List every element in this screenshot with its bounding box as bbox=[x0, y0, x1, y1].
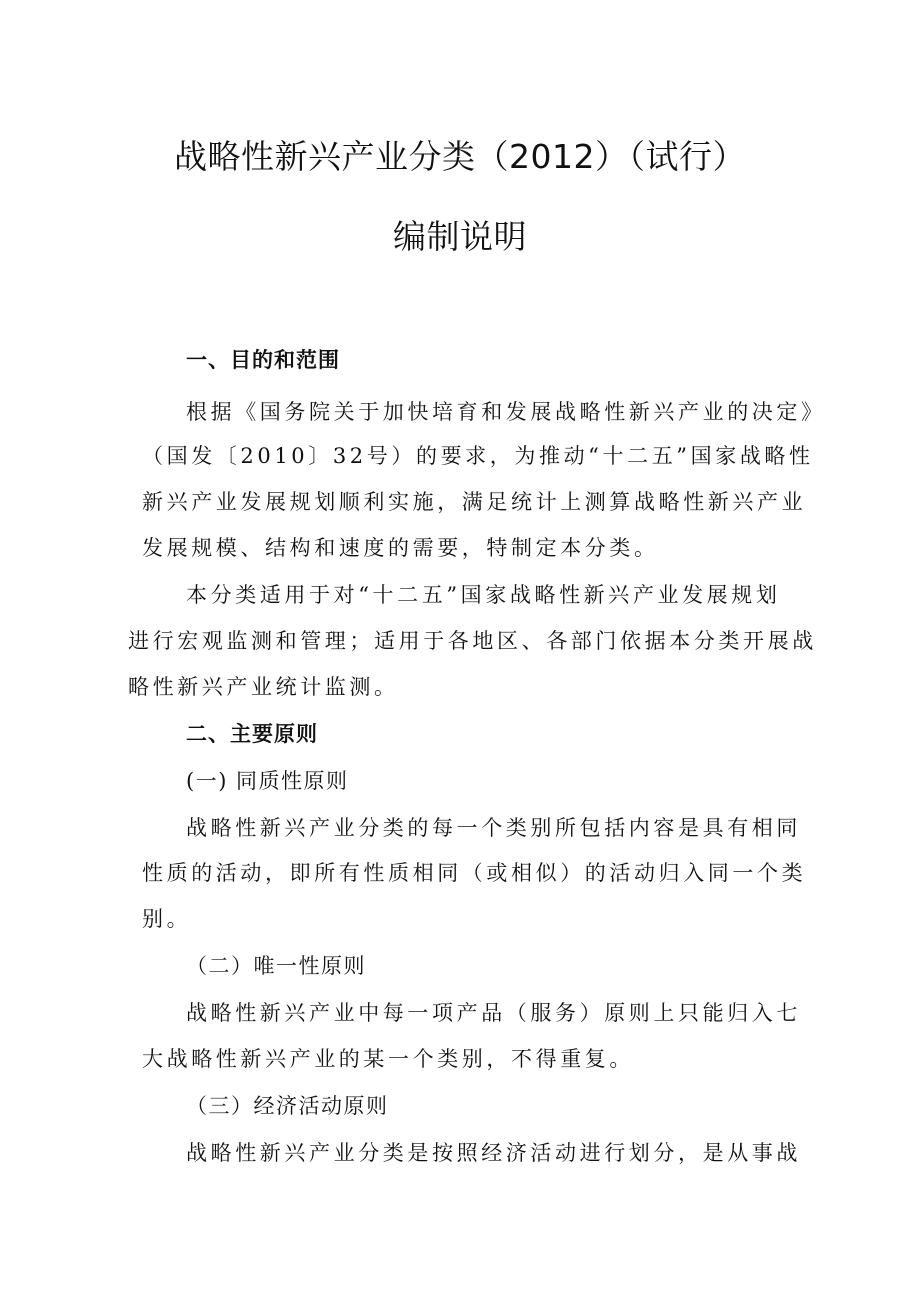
paragraph-line: 别。 bbox=[142, 907, 192, 931]
paragraph-line: 根据《国务院关于加快培育和发展战略性新兴产业的决定》 bbox=[186, 400, 826, 424]
paragraph-line: 略性新兴产业统计监测。 bbox=[128, 675, 399, 699]
document-title: 战略性新兴产业分类（2012）（试行） bbox=[174, 137, 746, 176]
document-subtitle: 编制说明 bbox=[393, 217, 527, 256]
paragraph-line: 战略性新兴产业分类是按照经济活动进行划分，是从事战 bbox=[186, 1141, 801, 1165]
paragraph-line: 本分类适用于对“十二五”国家战略性新兴产业发展规划 bbox=[186, 583, 781, 607]
paragraph-line: 新兴产业发展规划顺利实施，满足统计上测算战略性新兴产业 bbox=[142, 490, 807, 514]
paragraph-line: （国发〔2010〕32号）的要求，为推动“十二五”国家战略性 bbox=[142, 444, 814, 468]
paragraph-line: 发展规模、结构和速度的需要，特制定本分类。 bbox=[142, 536, 659, 560]
subsection-heading-uniqueness: （二）唯一性原则 bbox=[186, 954, 366, 978]
section-heading-purpose: 一、目的和范围 bbox=[186, 348, 340, 372]
subsection-heading-homogeneity: (一) 同质性原则 bbox=[186, 769, 349, 793]
paragraph-line: 性质的活动，即所有性质相同（或相似）的活动归入同一个类 bbox=[142, 861, 807, 885]
section-heading-principles: 二、主要原则 bbox=[186, 722, 318, 746]
paragraph-line: 战略性新兴产业分类的每一个类别所包括内容是具有相同 bbox=[186, 816, 801, 840]
paragraph-line: 战略性新兴产业中每一项产品（服务）原则上只能归入七 bbox=[186, 1001, 801, 1025]
paragraph-line: 大战略性新兴产业的某一个类别，不得重复。 bbox=[142, 1047, 634, 1071]
subsection-heading-economic-activity: （三）经济活动原则 bbox=[186, 1094, 389, 1118]
paragraph-line: 进行宏观监测和管理；适用于各地区、各部门依据本分类开展战 bbox=[128, 629, 817, 653]
